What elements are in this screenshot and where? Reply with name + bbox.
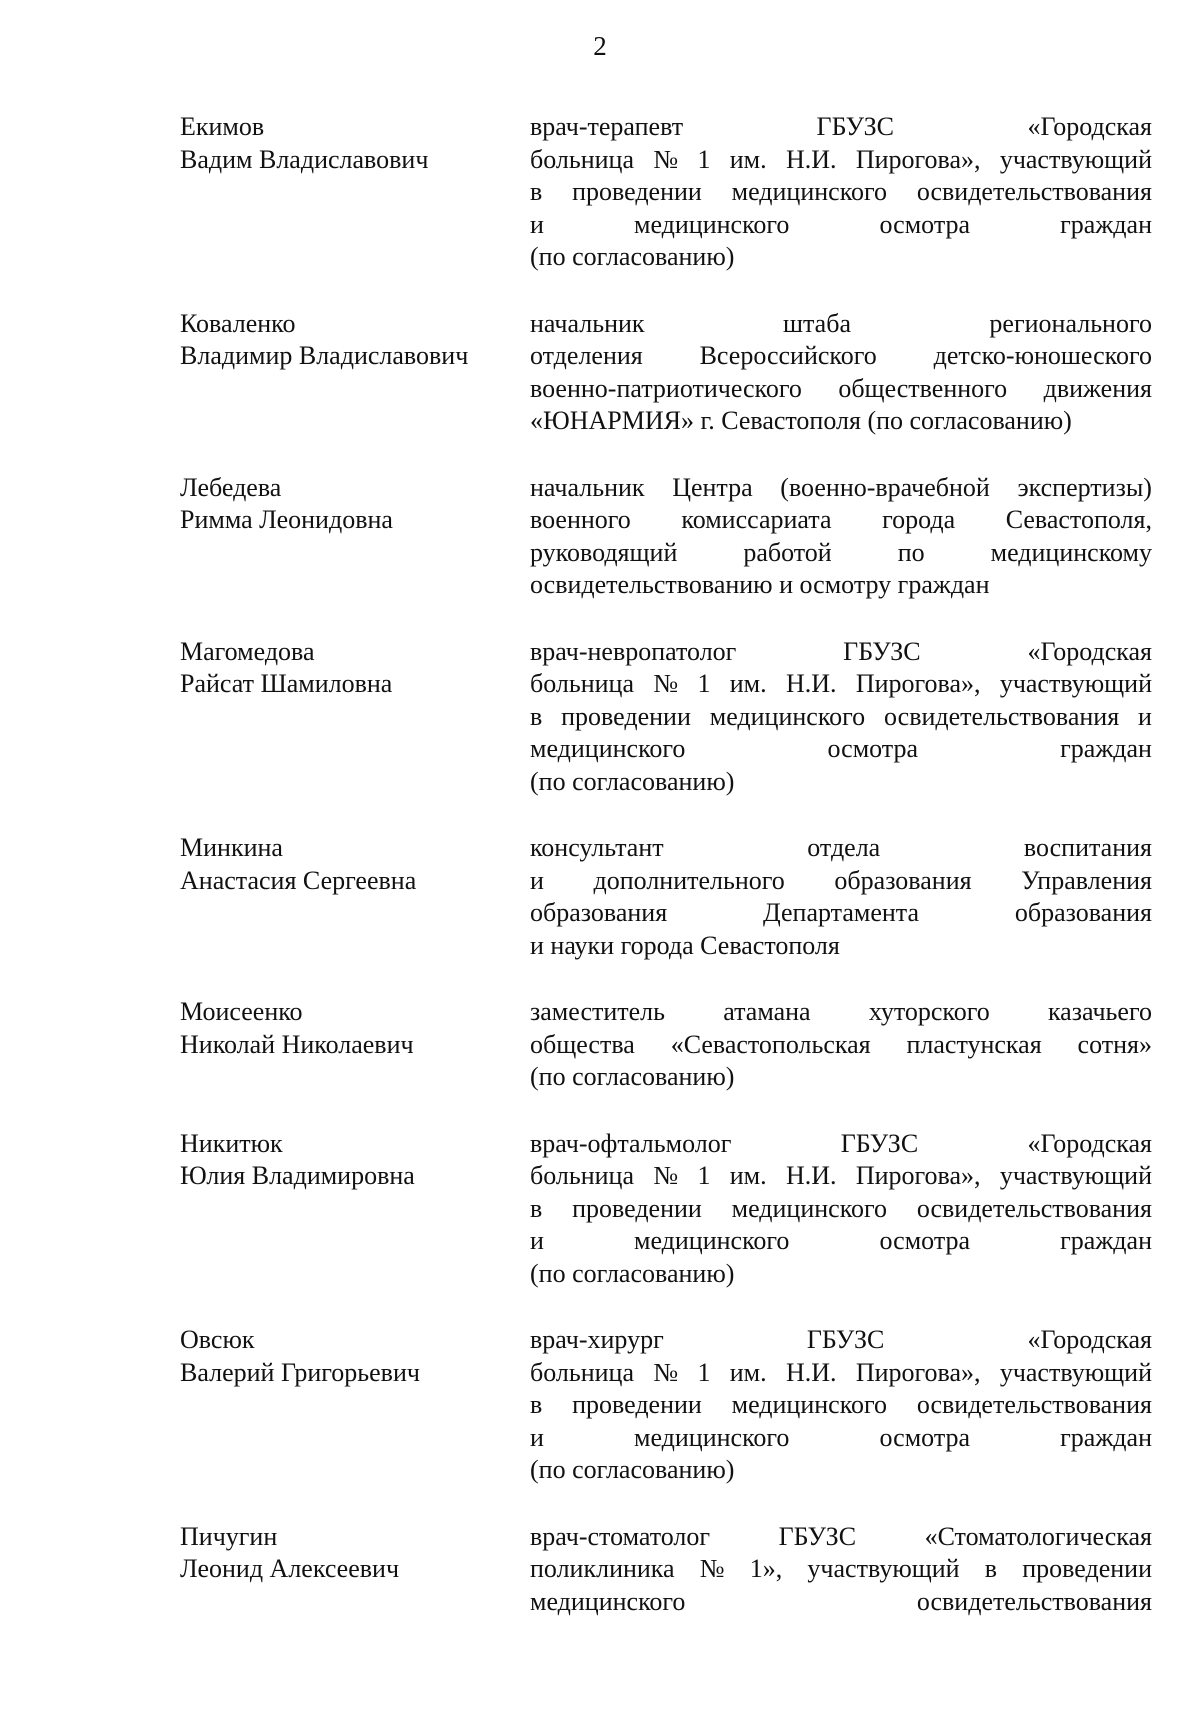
member-given-names: Райсат Шамиловна [180, 669, 393, 698]
position-text-line: больница № 1 им. Н.И. Пирогова», участвующий [530, 1357, 1152, 1387]
member-entry [180, 996, 1152, 1094]
position-text-line: в проведении медицинского освидетельствования [530, 1193, 1152, 1223]
position-text-line: образования Департамента образования [530, 898, 1152, 927]
position-text-line: начальник Центра (военно-врачебной экспертизы) [530, 472, 1152, 502]
position-text-line: врач-офтальмолог ГБУЗС «Городская [530, 1128, 1152, 1158]
position-text-line: (по согласованию) [530, 766, 735, 796]
member-entry [180, 308, 1152, 438]
position-text-line: поликлиника № 1», участвующий в проведении [530, 1554, 1152, 1583]
position-text-line: больница № 1 им. Н.И. Пирогова», участвующий [530, 669, 1152, 698]
member-surname: Моисеенко [180, 997, 303, 1026]
position-text-line: больница № 1 им. Н.И. Пирогова», участвующий [530, 144, 1152, 174]
member-surname: Овсюк [180, 1325, 255, 1354]
position-text-line: медицинского осмотра граждан [530, 734, 1152, 763]
member-name [180, 832, 530, 962]
member-entry [180, 1128, 1152, 1291]
position-text-line: освидетельствованию и осмотру граждан [530, 570, 990, 599]
member-surname: Никитюк [180, 1128, 283, 1158]
member-name [180, 996, 530, 1094]
position-text-line: и дополнительного образования Управления [530, 865, 1152, 895]
member-given-names: Валерий Григорьевич [180, 1357, 420, 1387]
page-number: 2 [593, 31, 607, 61]
member-entry [180, 832, 1152, 962]
position-text-line: руководящий работой по медицинскому [530, 537, 1152, 567]
position-text-line: больница № 1 им. Н.И. Пирогова», участвующий [530, 1161, 1152, 1190]
position-text-line: (по согласованию) [530, 1258, 735, 1288]
member-position [530, 996, 1152, 1094]
member-entry [180, 1324, 1152, 1487]
position-text-line: общества «Севастопольская пластунская сотня» [530, 1029, 1152, 1059]
position-text-line: и науки города Севастополя [530, 930, 840, 960]
position-text-line: врач-хирург ГБУЗС «Городская [530, 1325, 1152, 1354]
member-entry [180, 1521, 1152, 1619]
member-entry [180, 636, 1152, 799]
member-entry [180, 111, 1152, 274]
member-name [180, 111, 530, 274]
position-text-line: (по согласованию) [530, 1062, 735, 1091]
position-text-line: военного комиссариата города Севастополя, [530, 505, 1152, 534]
member-name [180, 1521, 530, 1619]
member-position [530, 472, 1152, 602]
position-text-line: врач-невропатолог ГБУЗС «Городская [530, 636, 1152, 666]
member-given-names: Николай Николаевич [180, 1029, 414, 1059]
member-name [180, 1324, 530, 1487]
member-given-names: Юлия Владимировна [180, 1161, 415, 1190]
member-surname: Екимов [180, 112, 265, 141]
position-text-line: заместитель атамана хуторского казачьего [530, 997, 1152, 1026]
position-text-line: (по согласованию) [530, 242, 735, 271]
member-surname: Магомедова [180, 636, 315, 666]
position-text-line: в проведении медицинского освидетельствования [530, 177, 1152, 206]
member-position [530, 1324, 1152, 1487]
member-position [530, 308, 1152, 438]
position-text-line: в проведении медицинского освидетельствования и [530, 701, 1152, 731]
member-list [180, 111, 1152, 1652]
member-surname: Пичугин [180, 1521, 278, 1551]
position-text-line: и медицинского осмотра граждан [530, 1422, 1152, 1452]
position-text-line: консультант отдела воспитания [530, 833, 1152, 862]
position-text-line: врач-терапевт ГБУЗС «Городская [530, 112, 1152, 141]
member-name [180, 472, 530, 602]
member-surname: Минкина [180, 833, 283, 862]
position-text-line: начальник штаба регионального [530, 308, 1152, 338]
member-position [530, 636, 1152, 799]
position-text-line: врач-стоматолог ГБУЗС «Стоматологическая [530, 1521, 1152, 1551]
member-position [530, 1128, 1152, 1291]
member-given-names: Леонид Алексеевич [180, 1554, 400, 1583]
member-surname: Коваленко [180, 308, 296, 338]
member-surname: Лебедева [180, 472, 282, 502]
position-text-line: отделения Всероссийского детско-юношеского [530, 341, 1152, 370]
member-name [180, 636, 530, 799]
position-text-line: и медицинского осмотра граждан [530, 1226, 1152, 1255]
position-text-line: военно-патриотического общественного движения [530, 373, 1152, 403]
position-text-line: медицинского освидетельствования [530, 1586, 1152, 1616]
member-entry [180, 472, 1152, 602]
position-text-line: «ЮНАРМИЯ» г. Севастополя (по согласованию) [530, 406, 1072, 435]
member-name [180, 308, 530, 438]
position-text-line: в проведении медицинского освидетельствования [530, 1390, 1152, 1419]
member-position [530, 1521, 1152, 1619]
position-text-line: (по согласованию) [530, 1455, 735, 1484]
member-given-names: Римма Леонидовна [180, 505, 393, 534]
member-name [180, 1128, 530, 1291]
position-text-line: и медицинского осмотра граждан [530, 209, 1152, 239]
member-given-names: Анастасия Сергеевна [180, 865, 417, 895]
member-given-names: Владимир Владиславович [180, 341, 469, 370]
member-position [530, 111, 1152, 274]
member-position [530, 832, 1152, 962]
member-given-names: Вадим Владиславович [180, 144, 429, 174]
